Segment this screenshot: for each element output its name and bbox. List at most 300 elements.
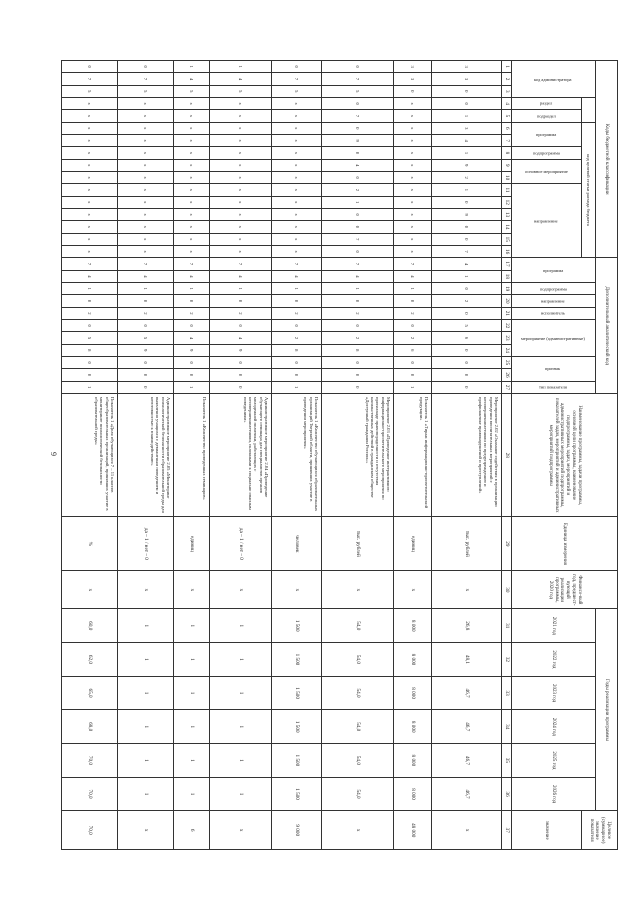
code-cell: 1 (174, 283, 210, 295)
code-cell: 9 (174, 344, 210, 356)
code-cell: 0 (118, 295, 174, 307)
code-cell: 1 (432, 270, 502, 282)
code-cell: x (118, 208, 174, 220)
year-value-cell: 54,0 (322, 676, 394, 710)
code-cell: 4 (322, 270, 394, 282)
code-cell: 2 (322, 184, 394, 196)
code-cell: x (210, 159, 272, 171)
code-cell: 1 (322, 196, 394, 208)
code-cell: 0 (210, 320, 272, 332)
code-cell: 2 (394, 332, 432, 344)
year-value-cell: 1 (210, 744, 272, 778)
col-number: 12 (502, 196, 512, 208)
code-cell: 7 (174, 258, 210, 270)
col-number: 28 (502, 394, 512, 517)
code-cell: x (174, 97, 210, 109)
code-cell: 0 (322, 147, 394, 159)
code-cell: 0 (322, 320, 394, 332)
code-cell: 5 (62, 332, 118, 344)
year-value-cell: 70,0 (62, 744, 118, 778)
code-cell: 0 (322, 122, 394, 134)
col-number: 4 (502, 97, 512, 109)
code-cell: 0 (272, 61, 322, 73)
code-cell: 0 (210, 381, 272, 393)
code-cell: 9 (118, 344, 174, 356)
year-value-cell: 65,0 (62, 676, 118, 710)
target-value-cell: 70,0 (62, 811, 118, 850)
code-cell: 0 (432, 196, 502, 208)
code-cell: x (62, 196, 118, 208)
code-cell: x (272, 221, 322, 233)
col-number: 21 (502, 307, 512, 319)
code-cell: 0 (322, 295, 394, 307)
col-number: 9 (502, 159, 512, 171)
row-name-cell: Административное мероприятие 2.05 «Мониторинг психологической безопасности образовательной среды для выявления учащихся с девиантным поведением и неготовностью к взаимодействию» (118, 394, 174, 517)
unit-cell: да – 1 / нет – 0 (210, 517, 272, 571)
code-cell: 0 (432, 97, 502, 109)
year-value-cell: 1 500 (272, 777, 322, 811)
priznak-header: признак (512, 356, 596, 381)
target-value-cell: х (322, 811, 394, 850)
code-cell: x (210, 184, 272, 196)
code-cell: 1 (272, 283, 322, 295)
code-cell: 8 (322, 344, 394, 356)
code-cell: x (210, 97, 272, 109)
code-cell: x (210, 196, 272, 208)
code-cell: 1 (210, 283, 272, 295)
code-cell: 5 (174, 85, 210, 97)
year-2024-header: 2024 год (512, 710, 596, 744)
col-number: 36 (502, 777, 512, 811)
table-row (322, 61, 394, 850)
code-cell: 5 (432, 320, 502, 332)
year-value-cell: 54,0 (322, 777, 394, 811)
code-cell: 0 (432, 356, 502, 368)
code-cell: 0 (432, 283, 502, 295)
table-row (118, 61, 174, 850)
code-cell: x (174, 208, 210, 220)
year-value-cell: 1 (174, 609, 210, 643)
code-cell: 4 (210, 332, 272, 344)
code-cell: 0 (432, 221, 502, 233)
code-cell: 1 (210, 61, 272, 73)
target-value-cell: х (432, 811, 502, 850)
code-cell: x (272, 208, 322, 220)
code-cell: x (272, 110, 322, 122)
code-cell: 0 (322, 369, 394, 381)
col-number: 19 (502, 283, 512, 295)
year-value-cell: 1 (174, 744, 210, 778)
code-cell: 9 (322, 134, 394, 146)
finance-year-header: Финансо-вый год, предшест-вующий реализации программы, 2020 год (512, 571, 618, 609)
code-cell: 0 (322, 61, 394, 73)
code-cell: x (394, 122, 432, 134)
code-cell: x (210, 221, 272, 233)
col-number: 25 (502, 356, 512, 368)
code-cell: 0 (210, 369, 272, 381)
code-cell: x (394, 196, 432, 208)
year-value-cell: 1 500 (272, 643, 322, 677)
year-2023-header: 2023 год (512, 676, 596, 710)
code-cell: 0 (322, 221, 394, 233)
programma-header: программа (512, 258, 596, 283)
row-name-cell: Мероприятие 2.03 «Проведение интерактивного информационно-просветительского мероприятия по пропаганде правопорядочности и отсутствия насильственных действий в гражданском обществе «Доступный гражданин России»» (322, 394, 394, 517)
code-cell: 4 (210, 270, 272, 282)
code-cell: 0 (174, 295, 210, 307)
code-cell: 7 (272, 73, 322, 85)
code-cell: x (62, 134, 118, 146)
year-value-cell: 1 500 (272, 609, 322, 643)
code-cell: x (174, 184, 210, 196)
code-cell: x (118, 159, 174, 171)
unit-column-header: Единица измерения (512, 517, 618, 571)
code-cell: x (174, 245, 210, 257)
code-cell: 3 (432, 61, 502, 73)
year-value-cell: 1 (118, 744, 174, 778)
unit-cell: человек (272, 517, 322, 571)
year-value-cell: 1 (118, 777, 174, 811)
code-cell: 0 (62, 369, 118, 381)
code-cell: 7 (62, 258, 118, 270)
col-number: 32 (502, 643, 512, 677)
year-value-cell: 1 (174, 710, 210, 744)
target-item-header: код целевой статьи расхода бюджета (582, 122, 596, 258)
code-cell: x (174, 147, 210, 159)
code-cell: x (118, 196, 174, 208)
col-number: 17 (502, 258, 512, 270)
code-cell: 2 (272, 307, 322, 319)
column-number-row (502, 61, 512, 850)
year-value-cell: 46,7 (432, 744, 502, 778)
code-cell: 0 (118, 61, 174, 73)
page-number: 9 (49, 452, 58, 456)
finance-year-cell: х (62, 571, 118, 609)
code-cell: x (272, 97, 322, 109)
col-number: 29 (502, 517, 512, 571)
code-cell: x (210, 171, 272, 183)
code-cell: x (394, 110, 432, 122)
year-value-cell: 1 (210, 777, 272, 811)
col-number: 3 (502, 85, 512, 97)
code-cell: 4 (322, 159, 394, 171)
code-cell: x (174, 233, 210, 245)
code-cell: 0 (210, 356, 272, 368)
name-column-header: Наименование программы, задачи программы, основной цели программы, наименование подпрограммы, задач, мероприятий и административных мероприятий подпрограммы, показателей задач, мероприятий и административных мероприятий подпрограммы (512, 394, 618, 517)
code-cell: x (394, 147, 432, 159)
code-cell: x (394, 208, 432, 220)
code-cell: 0 (394, 295, 432, 307)
code-cell: 0 (432, 307, 502, 319)
code-cell: x (118, 184, 174, 196)
code-cell: 0 (432, 381, 502, 393)
code-cell: x (118, 122, 174, 134)
code-cell: x (62, 184, 118, 196)
year-value-cell: 1 (118, 676, 174, 710)
col-number: 31 (502, 609, 512, 643)
code-cell: 7 (118, 258, 174, 270)
code-cell: 5 (62, 85, 118, 97)
code-cell: 9 (432, 208, 502, 220)
subprogram-code-header: подпрограмма (512, 147, 582, 159)
col-number: 22 (502, 320, 512, 332)
code-cell: x (394, 184, 432, 196)
code-cell: 0 (432, 233, 502, 245)
code-cell: 0 (432, 369, 502, 381)
code-cell: 0 (62, 356, 118, 368)
code-cell: 2 (210, 307, 272, 319)
year-2022-header: 2022 год (512, 643, 596, 677)
code-cell: 9 (210, 344, 272, 356)
finance-year-cell: х (118, 571, 174, 609)
code-cell: x (394, 171, 432, 183)
code-cell: x (210, 245, 272, 257)
code-cell: 0 (394, 320, 432, 332)
year-value-cell: 1 (118, 710, 174, 744)
col-number: 23 (502, 332, 512, 344)
col-number: 15 (502, 233, 512, 245)
target-value-cell: 6 (174, 811, 210, 850)
year-value-cell: 1 (118, 643, 174, 677)
code-cell: 2 (118, 307, 174, 319)
code-cell: 6 (432, 332, 502, 344)
code-cell: x (62, 233, 118, 245)
code-cell: 1 (62, 283, 118, 295)
code-cell: x (394, 221, 432, 233)
year-value-cell: 8 000 (394, 777, 432, 811)
year-value-cell: 68,0 (62, 710, 118, 744)
code-cell: 0 (174, 320, 210, 332)
value-subheader: значение (512, 811, 582, 850)
code-cell: x (62, 97, 118, 109)
code-cell: 3 (432, 73, 502, 85)
additional-codes-header: Дополнительный аналитический код (596, 258, 618, 394)
col-number: 16 (502, 245, 512, 257)
year-value-cell: 8 000 (394, 710, 432, 744)
code-cell: x (62, 159, 118, 171)
code-cell: 4 (432, 134, 502, 146)
razdel-header: раздел (512, 97, 582, 109)
code-cell: x (62, 245, 118, 257)
code-cell: 0 (272, 320, 322, 332)
col-number: 37 (502, 811, 512, 850)
code-cell: x (118, 134, 174, 146)
code-cell: x (118, 233, 174, 245)
code-cell: 7 (394, 258, 432, 270)
code-cell: x (62, 208, 118, 220)
code-cell: 1 (62, 381, 118, 393)
table-row (210, 61, 272, 850)
code-cell: 2 (174, 307, 210, 319)
code-cell: 1 (174, 61, 210, 73)
target-value-cell: х (210, 811, 272, 850)
col-number: 18 (502, 270, 512, 282)
program-table-rotated (88, 60, 618, 850)
col-number: 10 (502, 171, 512, 183)
code-cell: 7 (118, 73, 174, 85)
year-value-cell: 8 000 (394, 643, 432, 677)
table-row (432, 61, 502, 850)
year-value-cell: 60,0 (62, 609, 118, 643)
code-cell: 0 (272, 295, 322, 307)
target-value-header: Целевое (суммарное) значение показателя (582, 811, 618, 850)
year-value-cell: 1 (210, 609, 272, 643)
code-cell: x (62, 122, 118, 134)
code-cell: 0 (272, 369, 322, 381)
year-value-cell: 46,7 (432, 676, 502, 710)
tip-pokazatelya-header: тип показателя (512, 381, 596, 393)
code-cell: 5 (272, 85, 322, 97)
budget-codes-header: Коды бюджетной классификации (596, 61, 618, 258)
code-cell: x (394, 97, 432, 109)
code-cell: 2 (432, 295, 502, 307)
code-cell: x (272, 134, 322, 146)
year-value-cell: 54,0 (322, 643, 394, 677)
code-cell: x (118, 245, 174, 257)
code-cell: 4 (272, 270, 322, 282)
code-cell: x (118, 171, 174, 183)
code-cell: 7 (432, 245, 502, 257)
row-name-cell: Показатель 1 «Количество проведенных семинаров» (174, 394, 210, 517)
year-value-cell: 1 500 (272, 676, 322, 710)
finance-year-cell: х (432, 571, 502, 609)
table-row (394, 61, 432, 850)
code-cell: 0 (62, 61, 118, 73)
code-cell: x (272, 171, 322, 183)
col-number: 5 (502, 110, 512, 122)
finance-year-cell: х (272, 571, 322, 609)
code-cell: 0 (118, 381, 174, 393)
code-cell: x (174, 110, 210, 122)
ispolnitel-header: исполнитель (512, 307, 596, 319)
code-cell: x (174, 196, 210, 208)
code-cell: 7 (322, 233, 394, 245)
year-value-cell: 48,1 (432, 643, 502, 677)
code-cell: 7 (322, 110, 394, 122)
row-name-cell: Показатель 1 «Количество обучающихся образовательных организаций Тверской области, принявших участие в проведении мероприятия» (272, 394, 322, 517)
col-number: 1 (502, 61, 512, 73)
code-cell: x (272, 147, 322, 159)
code-cell: x (272, 233, 322, 245)
code-cell: 8 (272, 344, 322, 356)
code-cell: x (272, 122, 322, 134)
code-cell: 0 (210, 295, 272, 307)
code-cell: x (272, 245, 322, 257)
year-value-cell: 62,0 (62, 643, 118, 677)
direction-header: направление (512, 184, 582, 258)
code-cell: 0 (322, 245, 394, 257)
code-cell: 1 (432, 110, 502, 122)
code-cell: 0 (322, 97, 394, 109)
code-cell: x (272, 196, 322, 208)
code-cell: 1 (174, 381, 210, 393)
code-cell: x (174, 134, 210, 146)
years-header: Годы реализации программы (596, 609, 618, 811)
code-cell: 2 (432, 171, 502, 183)
code-cell: 0 (174, 369, 210, 381)
code-cell: x (174, 171, 210, 183)
code-cell: 4 (210, 73, 272, 85)
code-cell: x (394, 245, 432, 257)
code-cell: 7 (322, 258, 394, 270)
podprogramma-header: подпрограмма (512, 283, 596, 295)
year-value-cell: 46,7 (432, 710, 502, 744)
code-cell: 7 (272, 258, 322, 270)
table-row (174, 61, 210, 850)
code-cell: 4 (432, 258, 502, 270)
code-cell: 3 (432, 122, 502, 134)
code-cell: 0 (322, 381, 394, 393)
code-cell: 0 (394, 356, 432, 368)
code-cell: x (210, 233, 272, 245)
table-row (272, 61, 322, 850)
code-cell: 2 (322, 307, 394, 319)
year-value-cell: 54,0 (322, 710, 394, 744)
year-value-cell: 8 000 (394, 744, 432, 778)
table-row (62, 61, 118, 850)
code-cell: x (272, 184, 322, 196)
code-cell: 4 (118, 270, 174, 282)
col-number: 27 (502, 381, 512, 393)
code-cell: x (118, 110, 174, 122)
merop-admin-header: мероприятие (административные) (512, 320, 596, 357)
year-2026-header: 2026 год (512, 777, 596, 811)
code-cell: 4 (174, 73, 210, 85)
code-cell: x (174, 122, 210, 134)
year-value-cell: 70,0 (62, 777, 118, 811)
code-cell: 3 (394, 61, 432, 73)
table-body (62, 61, 502, 850)
year-value-cell: 46,7 (432, 777, 502, 811)
code-cell: 2 (272, 332, 322, 344)
code-cell: x (210, 122, 272, 134)
col-number: 11 (502, 184, 512, 196)
code-cell: 8 (62, 344, 118, 356)
row-name-cell: Показатель 1 «Тираж информационно-просветительской продукции» (394, 394, 432, 517)
code-cell: 4 (62, 270, 118, 282)
col-number: 24 (502, 344, 512, 356)
year-value-cell: 1 (210, 710, 272, 744)
podrazdel-header: подраздел (512, 110, 582, 122)
col-number: 20 (502, 295, 512, 307)
target-value-cell: х (118, 811, 174, 850)
unit-cell: тыс. рублей (432, 517, 502, 571)
year-value-cell: 8 000 (394, 609, 432, 643)
code-cell: 0 (118, 356, 174, 368)
code-cell: x (62, 110, 118, 122)
col-number: 30 (502, 571, 512, 609)
admin-code-header: код администратора (512, 61, 596, 98)
program-table (61, 60, 618, 850)
col-number: 6 (502, 122, 512, 134)
code-cell: 0 (62, 295, 118, 307)
code-cell: 2 (62, 307, 118, 319)
col-number: 13 (502, 208, 512, 220)
code-cell: x (210, 110, 272, 122)
col-number: 7 (502, 134, 512, 146)
row-name-cell: Показатель 1 «Доля обучающихся 7 – 11 классов общеобразовательных организаций, принявших участие в мониторинге психологической безопасности образовательной среды» (62, 394, 118, 517)
year-value-cell: 26,8 (432, 609, 502, 643)
unit-cell: единиц (174, 517, 210, 571)
code-cell: 4 (174, 332, 210, 344)
code-cell: 0 (118, 369, 174, 381)
year-value-cell: 1 (174, 643, 210, 677)
year-value-cell: 1 (118, 609, 174, 643)
code-cell: 1 (394, 283, 432, 295)
year-value-cell: 1 (210, 676, 272, 710)
code-cell: 1 (432, 147, 502, 159)
section-code-header (582, 97, 596, 122)
col-number: 33 (502, 676, 512, 710)
